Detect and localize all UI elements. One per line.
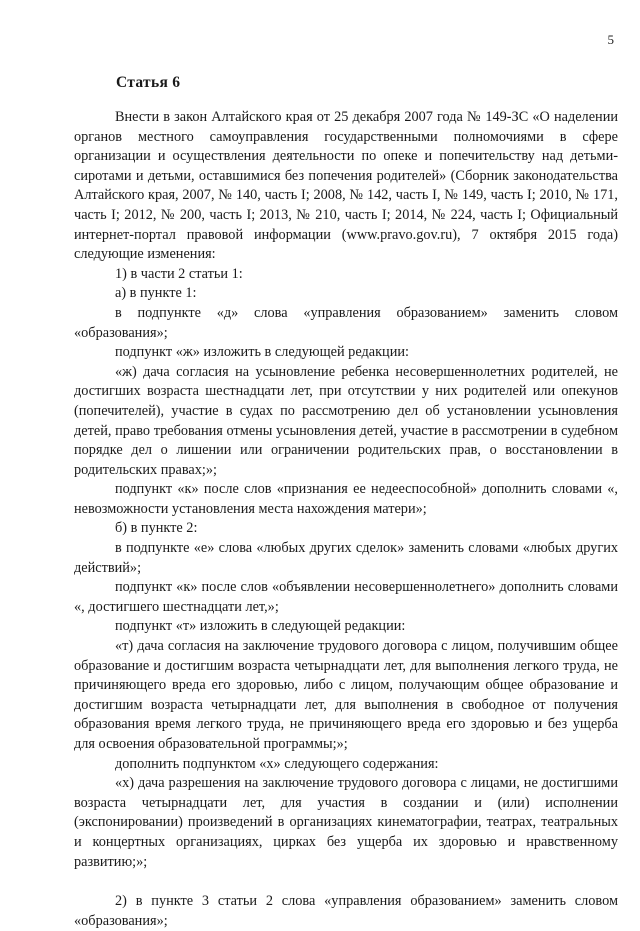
paragraph-item-1: 1) в части 2 статьи 1: — [115, 265, 243, 282]
paragraph-subpoint-k: подпункт «к» после слов «признания ее недееспособной» дополнить словами «, невозможности установления места нахождения матери»; — [74, 481, 618, 517]
page-number: 5 — [607, 32, 614, 47]
paragraph-subitem-b: б) в пункте 2: — [115, 520, 198, 537]
paragraph-intro: Внести в закон Алтайского края от 25 декабря 2007 года № 149-ЗС «О наделении органов местного самоуправления государственными полномочиями в сфере организации и осуществления деятельности по опеке и попечительству над детьми-сиротами и детьми, оставшимися без попечения родителей» (Сборник законодательства Алтайского края, 2007, № 140, часть I; 2008, № 142, часть I, № 149, часть I; 2010, № 171, часть I; 2012, № 200, часть I; 2013, № 210, часть I; 2014, № 224, часть I; Официальный интернет-портал правовой информации (www.pravo.gov.ru), 7 октября 2015 года) следующие изменения: — [74, 109, 618, 263]
paragraph-subpoint-k2: подпункт «к» после слов «объявлении несовершеннолетнего» дополнить словами «, достигшего шестнадцати лет,»; — [74, 579, 618, 615]
paragraph-subpoint-zh-text: «ж) дача согласия на усыновление ребенка несовершеннолетних родителей, не достигших возраста шестнадцати лет, при отсутствии у них родителей или опекунов (попечителей), участие в судах по рассмотрению дел об установлении усыновления детей, право требования отмены усыновления детей, участие в рассмотрении в судебном порядке дел о лишении или ограничении родительских прав, о восстановлении в родительских правах;»; — [74, 363, 618, 478]
article-heading: Статья 6 — [116, 74, 181, 91]
paragraph-subpoint-t-intro: подпункт «т» изложить в следующей редакции: — [115, 618, 406, 635]
paragraph-subpoint-h-text: «х) дача разрешения на заключение трудового договора с лицами, не достигшими возраста четырнадцати лет, для участия в создании и (или) исполнении (экспонировании) произведений в организациях кинематографии, театрах, театральных и концертных организациях, цирках без ущерба их здоровью и нравственному развитию;»; — [74, 775, 618, 870]
paragraph-subpoint-h-intro: дополнить подпунктом «х» следующего содержания: — [115, 755, 439, 772]
paragraph-subpoint-t-text: «т) дача согласия на заключение трудового договора с лицом, получившим общее образование и достигшим возраста четырнадцати лет, для выполнения легкого труда, не причиняющего вреда его здоровью, либо с лицом, получающим общее образование и достигшим возраста четырнадцати лет, для выполнения в свободное от получения образования время легкого труда, не причиняющего вреда его здоровью и без ущерба для освоения образовательной программы;»; — [74, 638, 618, 752]
paragraph-subitem-a: а) в пункте 1: — [115, 285, 197, 302]
article-body — [74, 108, 618, 931]
paragraph-item-2: 2) в пункте 3 статьи 2 слова «управления образованием» заменить словом «образования»; — [74, 893, 618, 929]
paragraph-subpoint-e: в подпункте «е» слова «любых других сделок» заменить словами «любых других действий»; — [74, 540, 618, 576]
paragraph-subpoint-d: в подпункте «д» слова «управления образованием» заменить словом «образования»; — [74, 304, 618, 341]
paragraph-subpoint-zh-intro: подпункт «ж» изложить в следующей редакции: — [115, 344, 409, 361]
